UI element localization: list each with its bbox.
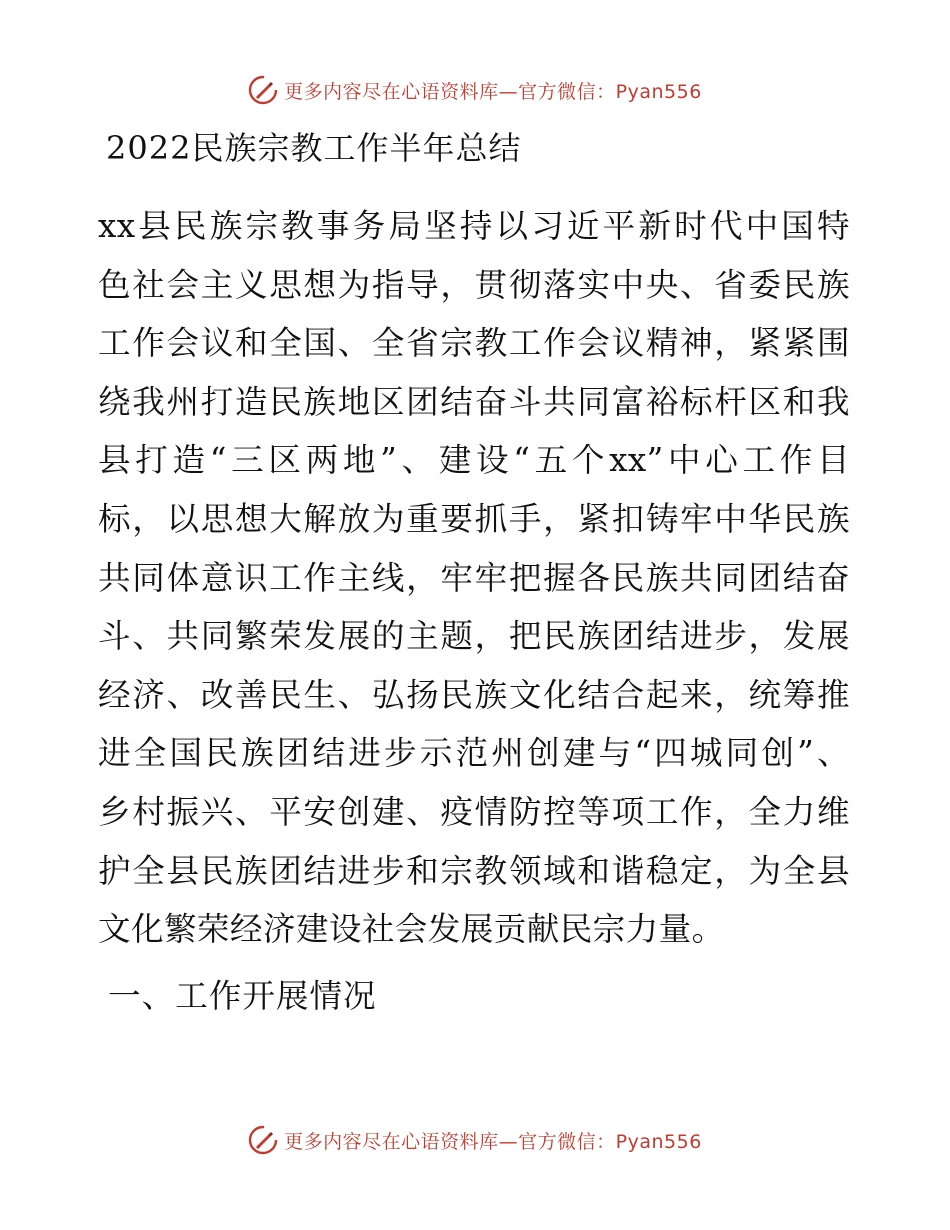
watermark-text: 更多内容尽在心语资料库—官方微信：Pyan556 [284,1130,702,1153]
body-paragraph [98,197,850,959]
paragraph-line: 共同体意识工作主线，牢牢把握各民族共同团结奋 [98,558,850,597]
paragraph-line: 护全县民族团结进步和宗教领域和谐稳定，为全县 [98,851,850,890]
watermark-text: 更多内容尽在心语资料库—官方微信：Pyan556 [284,80,702,103]
paragraph-line: 色社会主义思想为指导，贯彻落实中央、省委民族 [98,265,850,304]
paragraph-line: 经济、改善民生、弘扬民族文化结合起来，统筹推 [98,675,850,714]
watermark-footer [0,1122,950,1158]
paragraph-line: 标，以思想大解放为重要抓手，紧扣铸牢中华民族 [98,499,850,538]
paragraph-line: 进全国民族团结进步示范州创建与“四城同创”、 [98,734,850,773]
pen-logo-icon [248,75,278,105]
paragraph-line: 文化繁荣经济建设社会发展贡献民宗力量。 [98,910,725,949]
paragraph-line: 工作会议和全国、全省宗教工作会议精神，紧紧围 [98,324,850,363]
watermark-header [0,72,950,108]
section-heading: 一、工作开展情况 [108,977,377,1015]
document-title: 2022民族宗教工作半年总结 [106,129,522,167]
paragraph-line: 县打造“三区两地”、建设“五个xx”中心工作目 [98,441,850,480]
paragraph-line: 斗、共同繁荣发展的主题，把民族团结进步，发展 [98,617,850,656]
paragraph-line: xx县民族宗教事务局坚持以习近平新时代中国特 [98,207,850,245]
pen-logo-icon [248,1125,278,1155]
paragraph-line: 乡村振兴、平安创建、疫情防控等项工作，全力维 [98,792,850,831]
paragraph-line: 绕我州打造民族地区团结奋斗共同富裕标杆区和我 [98,382,850,421]
